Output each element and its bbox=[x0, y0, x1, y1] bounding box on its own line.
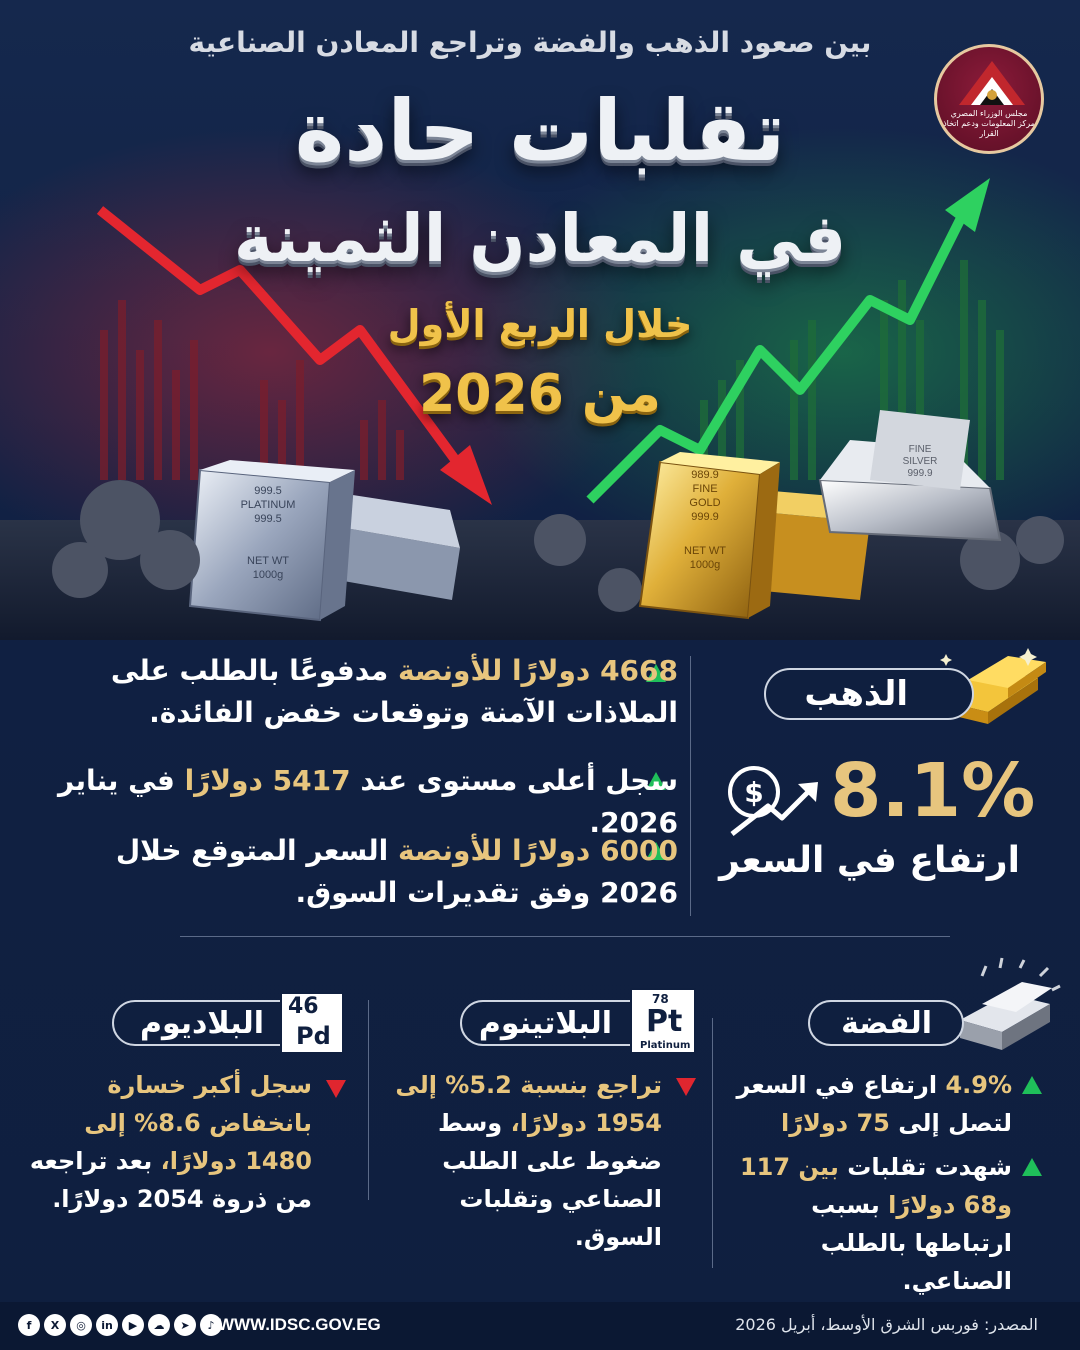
element-name: Platinum bbox=[640, 1040, 691, 1051]
youtube-icon[interactable]: ▶ bbox=[122, 1314, 144, 1336]
gold-percent-change: 8.1% bbox=[830, 748, 1036, 834]
bar-text: 1000g bbox=[689, 559, 721, 571]
social-links bbox=[18, 1314, 222, 1336]
silver-fact-highlight: 4.9% bbox=[945, 1071, 1012, 1099]
gold-fact-3 bbox=[38, 830, 678, 914]
palladium-label: البلاديوم bbox=[139, 1006, 264, 1041]
bar-text: NET WT bbox=[247, 555, 289, 567]
platinum-element-tile bbox=[630, 988, 696, 1054]
silver-bar-label bbox=[885, 444, 955, 480]
gold-fact-1 bbox=[38, 650, 678, 734]
period-label: خلال الربع الأول bbox=[387, 302, 693, 346]
bar-text: 999.5 bbox=[254, 513, 282, 525]
soundcloud-icon[interactable]: ☁ bbox=[148, 1314, 170, 1336]
element-symbol: Pd bbox=[296, 1022, 331, 1050]
page-title-line2: في المعادن الثمينة bbox=[233, 200, 847, 277]
idsc-logo bbox=[934, 44, 1044, 154]
silver-fact-text: شهدت تقلبات bbox=[838, 1153, 1012, 1181]
palladium-element-tile bbox=[280, 992, 344, 1054]
up-arrow-icon bbox=[1022, 1076, 1042, 1094]
platinum-bar-label bbox=[218, 484, 318, 582]
bar-text: NET WT bbox=[684, 545, 726, 557]
hero-banner bbox=[0, 0, 1080, 640]
bar-text: PLATINUM bbox=[240, 499, 296, 511]
website-link[interactable]: WWW.IDSC.GOV.EG bbox=[218, 1315, 381, 1334]
facebook-icon[interactable]: f bbox=[18, 1314, 40, 1336]
svg-text:$: $ bbox=[744, 776, 764, 809]
bar-text: 1000g bbox=[252, 569, 284, 581]
footer-bar bbox=[0, 1302, 1080, 1350]
element-number: 46 bbox=[288, 994, 319, 1019]
bar-text: GOLD bbox=[689, 497, 721, 509]
silver-fact-highlight: بين 117 و68 دولارًا bbox=[739, 1153, 1012, 1219]
silver-fact-text: بسبب ارتباطها بالطلب الصناعي. bbox=[811, 1191, 1012, 1295]
source-credit: المصدر: فوربس الشرق الأوسط، أبريل 2026 bbox=[735, 1315, 1038, 1334]
gold-label-pill bbox=[764, 668, 974, 720]
bar-text: FINE bbox=[908, 444, 932, 455]
bar-text: FINE bbox=[692, 483, 718, 495]
logo-text bbox=[943, 109, 1035, 139]
page-subtitle: بين صعود الذهب والفضة وتراجع المعادن الصناعية bbox=[188, 26, 872, 59]
bar-text: 999.5 bbox=[254, 485, 282, 497]
platinum-label: البلاتينوم bbox=[478, 1006, 612, 1041]
bar-text: 999.9 bbox=[691, 511, 719, 523]
silver-bars-icon bbox=[952, 954, 1062, 1064]
gold-fact-text: في يناير 2026. bbox=[58, 764, 678, 839]
bar-text: 989.9 bbox=[691, 469, 719, 481]
page-title-line1: تقلبات حادة bbox=[294, 82, 786, 180]
silver-label: الفضة bbox=[841, 1006, 932, 1041]
element-symbol: Pt bbox=[646, 1004, 683, 1039]
gold-fact-text: مدفوعًا بالطلب على الملاذات الآمنة وتوقعات خفض الفائدة. bbox=[110, 654, 678, 729]
gold-percent-caption: ارتفاع في السعر bbox=[719, 840, 1020, 881]
telegram-icon[interactable]: ➤ bbox=[174, 1314, 196, 1336]
price-growth-icon bbox=[722, 758, 822, 838]
year-label: من 2026 bbox=[419, 364, 661, 424]
palladium-fact-highlight: سجل أكبر خسارة بانخفاض 8.6% إلى 1480 دولارًا، bbox=[84, 1071, 312, 1175]
divider-horizontal bbox=[180, 936, 950, 937]
bar-text: 999.9 bbox=[907, 468, 933, 479]
palladium-fact-text: بعد تراجعه من ذروة 2054 دولارًا. bbox=[29, 1147, 312, 1213]
up-arrow-icon bbox=[1022, 1158, 1042, 1176]
gold-bar-label bbox=[660, 468, 750, 572]
divider-vertical bbox=[712, 1018, 713, 1268]
tiktok-icon[interactable]: ♪ bbox=[200, 1314, 222, 1336]
down-arrow-icon bbox=[326, 1080, 346, 1098]
logo-text-line: مركز المعلومات ودعم اتخاذ القرار bbox=[943, 119, 1035, 138]
gold-fact-highlight: 6000 دولارًا للأونصة bbox=[397, 834, 678, 867]
divider-vertical bbox=[368, 1000, 369, 1200]
linkedin-icon[interactable]: in bbox=[96, 1314, 118, 1336]
gold-label: الذهب bbox=[804, 674, 908, 714]
gold-fact-text: السعر المتوقع خلال 2026 وفق تقديرات السوق. bbox=[115, 834, 678, 909]
platinum-fact-highlight: تراجع بنسبة 5.2% إلى 1954 دولارًا، bbox=[395, 1071, 662, 1137]
down-arrow-icon bbox=[676, 1078, 696, 1096]
instagram-icon[interactable]: ◎ bbox=[70, 1314, 92, 1336]
silver-fact-text: ارتفاع في السعر لتصل إلى bbox=[736, 1071, 1012, 1137]
element-number: 78 bbox=[652, 992, 669, 1006]
divider-vertical bbox=[690, 656, 691, 916]
palladium-fact-1 bbox=[22, 1066, 312, 1218]
gold-fact-highlight: 5417 دولارًا bbox=[184, 764, 351, 797]
silver-label-pill bbox=[808, 1000, 964, 1046]
gold-fact-text: سجل أعلى مستوى عند bbox=[350, 764, 678, 797]
bar-text: SILVER bbox=[902, 456, 938, 467]
platinum-fact-text: وسط ضغوط على الطلب الصناعي وتقلبات السوق. bbox=[438, 1109, 662, 1251]
platinum-fact-1 bbox=[382, 1066, 662, 1256]
logo-text-line: مجلس الوزراء المصري bbox=[950, 109, 1028, 118]
silver-fact-highlight: 75 دولارًا bbox=[780, 1109, 890, 1137]
silver-fact-1 bbox=[712, 1066, 1012, 1142]
silver-fact-2 bbox=[712, 1148, 1012, 1300]
x-icon[interactable]: X bbox=[44, 1314, 66, 1336]
gold-fact-highlight: 4668 دولارًا للأونصة bbox=[397, 654, 678, 687]
